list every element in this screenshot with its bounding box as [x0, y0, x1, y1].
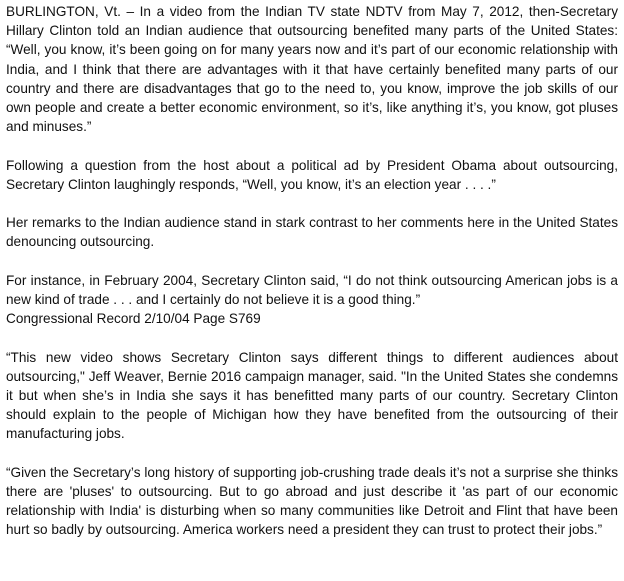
paragraph-contrast: Her remarks to the Indian audience stand in stark contrast to her comments here in the United States denouncing outsourcing.: [6, 215, 618, 250]
paragraph-weaver-statement: “This new video shows Secretary Clinton says different things to different audiences about outsourcing," Jeff Weaver, Bernie 2016 campaign manager, said. "In the United States she condemns it but when she’s in India she says it has benefitted many parts of our country. Secretary Clinton should explain to the people of Michigan how they have benefited from the outsourcing of their manufacturing jobs.: [6, 349, 618, 442]
paragraph-election-year-quote: Following a question from the host about a political ad by President Obama about outsourcing, Secretary Clinton laughingly responds, “Well, you know, it’s an election year . . . .”: [6, 157, 618, 192]
paragraph-dateline-quote: BURLINGTON, Vt. – In a video from the Indian TV state NDTV from May 7, 2012, then-Secretary Hillary Clinton told an Indian audience that outsourcing benefited many parts of the United States: “Well, you know, it’s been going on for many years now and it’s part of our economic relationship with India, and I think that there are advantages with it that have certainly benefited many parts of our country and there are disadvantages that go to the need to, you know, improve the job skills of our own people and create a better economic environment, so it’s, like anything it’s, you know, got pluses and minuses.”: [6, 4, 618, 135]
paragraph-trade-deals-statement: “Given the Secretary’s long history of supporting job-crushing trade deals it’s not a surprise she thinks there are 'pluses' to outsourcing. But to go abroad and just describe it 'as part of our economic relationship with India' is disturbing when so many communities like Detroit and Flint that have been hurt so badly by outsourcing. America workers need a president they can trust to protect their jobs.”: [6, 464, 618, 538]
congressional-record-citation: Congressional Record 2/10/04 Page S769: [6, 311, 261, 327]
paragraph-2004-quote: For instance, in February 2004, Secretary Clinton said, “I do not think outsourcing American jobs is a new kind of trade . . . and I certainly do not believe it is a good thing.”: [6, 272, 618, 307]
